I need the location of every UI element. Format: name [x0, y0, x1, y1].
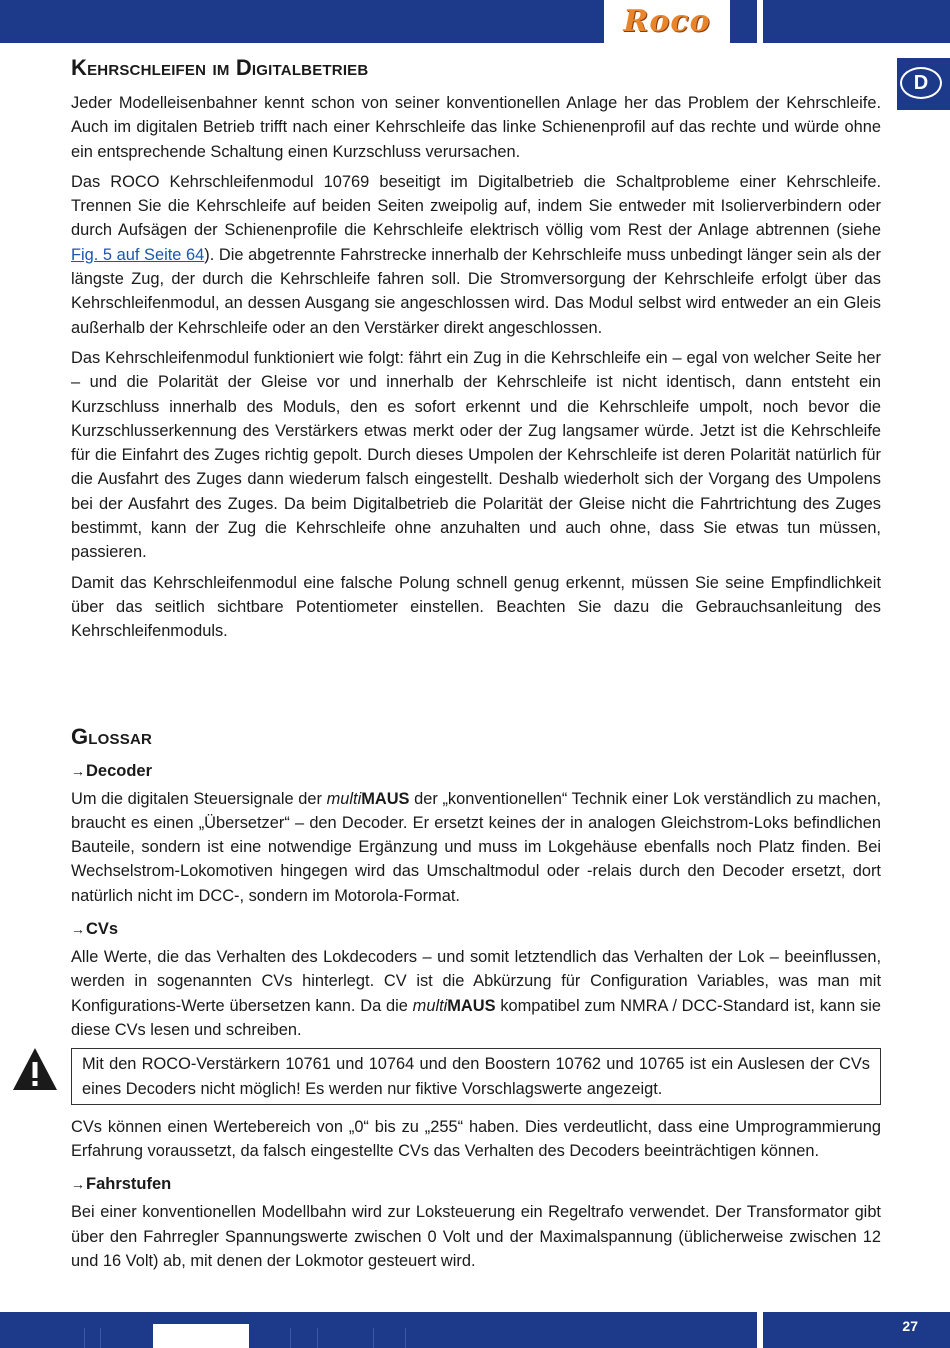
footer-tick [84, 1328, 85, 1348]
paragraph: Das ROCO Kehrschleifenmodul 10769 beseitigt im Digitalbetrieb die Schaltprobleme einer Kehrschleife. Trennen Sie die Kehrschleife auf beiden Seiten zweipolig auf, indem Sie entweder mit Isolierverbindern oder durch Aufsägen der Schienenprofile die Kehrschleife elektrisch völlig vom Rest der Anlage abtrennen (siehe Fig. 5 auf Seite 64). Die abgetrennte Fahrstrecke innerhalb der Kehrschleife muss unbedingt länger sein als der längste Zug, der durch die Kehrschleife fahren soll. Die Stromversorgung der Kehrschleife erfolgt über das Kehrschleifenmodul, an dessen Ausgang sie angeschlossen wird. Das Modul selbst wird entweder an ein Gleis außerhalb der Kehrschleife oder an den Verstärker direkt angeschlossen. [71, 172, 881, 337]
footer-tick [317, 1328, 318, 1348]
figure-reference-link[interactable]: Fig. 5 auf Seite 64 [71, 245, 205, 264]
arrow-icon: → [71, 921, 85, 938]
glossary-heading-cvs: →CVs [71, 920, 119, 939]
section-title-glossary: Glossar [71, 723, 153, 749]
glossary-heading-speed-steps: →Fahrstufen [71, 1175, 172, 1194]
section-title-reverse-loop: Kehrschleifen im Digitalbetrieb [71, 55, 369, 80]
paragraph: Bei einer konventionellen Modellbahn wird zur Loksteuerung ein Regeltrafo verwendet. Der Transformator gibt über den Fahrregler Spannungswerte zwischen 0 Volt und der Maximalspannung (üblicherweise zwischen 12 und 16 Volt) ab, mit denen der Lokmotor gesteuert wird. [71, 1203, 881, 1270]
footer-marker [153, 1324, 249, 1348]
roco-logo [604, 0, 730, 43]
paragraph: Jeder Modelleisenbahner kennt schon von seiner konventionellen Anlage her das Problem der Kehrschleife. Auch im digitalen Betrieb trifft nach einer Kehrschleife das linke Schienenprofil auf das rechte und würde ohne ein entsprechende Schaltung einen Kurzschluss verursachen. [71, 94, 881, 161]
paragraph: Alle Werte, die das Verhalten des Lokdecoders – und somit letztendlich das Verhalten der Lok – beeinflussen, werden in sogenannten CVs hinterlegt. CV ist die Abkürzung für Configuration Variables, was man mit Konfigurations-Werte übersetzen kann. Da die multiMAUS kompatibel zum NMRA / DCC-Standard ist, kann sie diese CVs lesen und schreiben. [71, 948, 881, 1039]
logo-text: Roco [623, 4, 711, 39]
paragraph: Das Kehrschleifenmodul funktioniert wie folgt: fährt ein Zug in die Kehrschleife ein – egal von welcher Seite her – und die Polarität der Gleise vor und innerhalb der Kehrschleife ist nicht identisch, dann entsteht ein Kurzschluss innerhalb des Moduls, den es sofort erkennt und die Kehrschleife umpolt, noch bevor die Kurzschlusserkennung des Verstärkers etwas merkt oder der Zug langsamer würde. Jetzt ist die Kehrschleife für die Einfahrt des Zuges richtig gepolt. Durch dieses Umpolen der Kehrschleife ist deren Polarität natürlich für die Ausfahrt des Zuges dann wiederum falsch eingestellt. Deshalb wiederholt sich der Vorgang des Umpolens bei der Ausfahrt des Zuges. Da beim Digitalbetrieb die Polarität der Gleise nicht die Fahrtrichtung des Zuges bestimmt, kann der Zug die Kehrschleife ohne anzuhalten und auch ohne, dass Sie etwas tun müssen, passieren. [71, 348, 881, 562]
arrow-icon: → [71, 1176, 85, 1193]
warning-text: Mit den ROCO-Verstärkern 10761 und 10764 und den Boostern 10762 und 10765 ist ein Auslesen der CVs eines Decoders nicht möglich! Es werden nur fiktive Vorschlagswerte angezeigt. [82, 1055, 870, 1098]
language-badge: D [900, 67, 942, 99]
paragraph: Um die digitalen Steuersignale der multiMAUS der „konventionellen“ Technik einer Lok verständlich zu machen, braucht es einen „Übersetzer“ – den Decoder. Er ersetzt keines der in analogen Gleichstrom-Loks befindlichen Bauteile, sondern ist eine notwendige Ergänzung und muss im Lokgehäuse ebenfalls noch Platz finden. Bei Wechselstrom-Lokomotiven hingegen wird das Umschaltmodul oder -relais durch den Decoder ersetzt, dort natürlich nicht im DCC-, sondern im Motorola-Format. [71, 789, 881, 905]
paragraph: Damit das Kehrschleifenmodul eine falsche Polung schnell genug erkennt, müssen Sie seine Empfindlichkeit über das seitlich sichtbare Potentiometer einstellen. Beachten Sie dazu die Gebrauchsanleitung des Kehrschleifenmoduls. [71, 573, 881, 641]
footer-bar-right [763, 1312, 950, 1348]
footer-tick [290, 1328, 291, 1348]
footer-tick [405, 1328, 406, 1348]
warning-box [71, 1048, 881, 1105]
footer-tick [100, 1328, 101, 1348]
arrow-icon: → [71, 762, 85, 779]
paragraph: CVs können einen Wertebereich von „0“ bis zu „255“ haben. Dies verdeutlicht, dass eine Umprogrammierung Erfahrung voraussetzt, da falsch eingestellte CVs das Verhalten des Decoders beeinträchtigen können. [71, 1117, 881, 1161]
footer-bar-left [0, 1312, 757, 1348]
page-content [71, 55, 881, 1279]
page-number: 27 [902, 1318, 918, 1334]
glossary-heading-decoder: →Decoder [71, 761, 153, 780]
header-bar-right [763, 0, 950, 43]
warning-icon [11, 1046, 59, 1092]
footer-tick [373, 1328, 374, 1348]
